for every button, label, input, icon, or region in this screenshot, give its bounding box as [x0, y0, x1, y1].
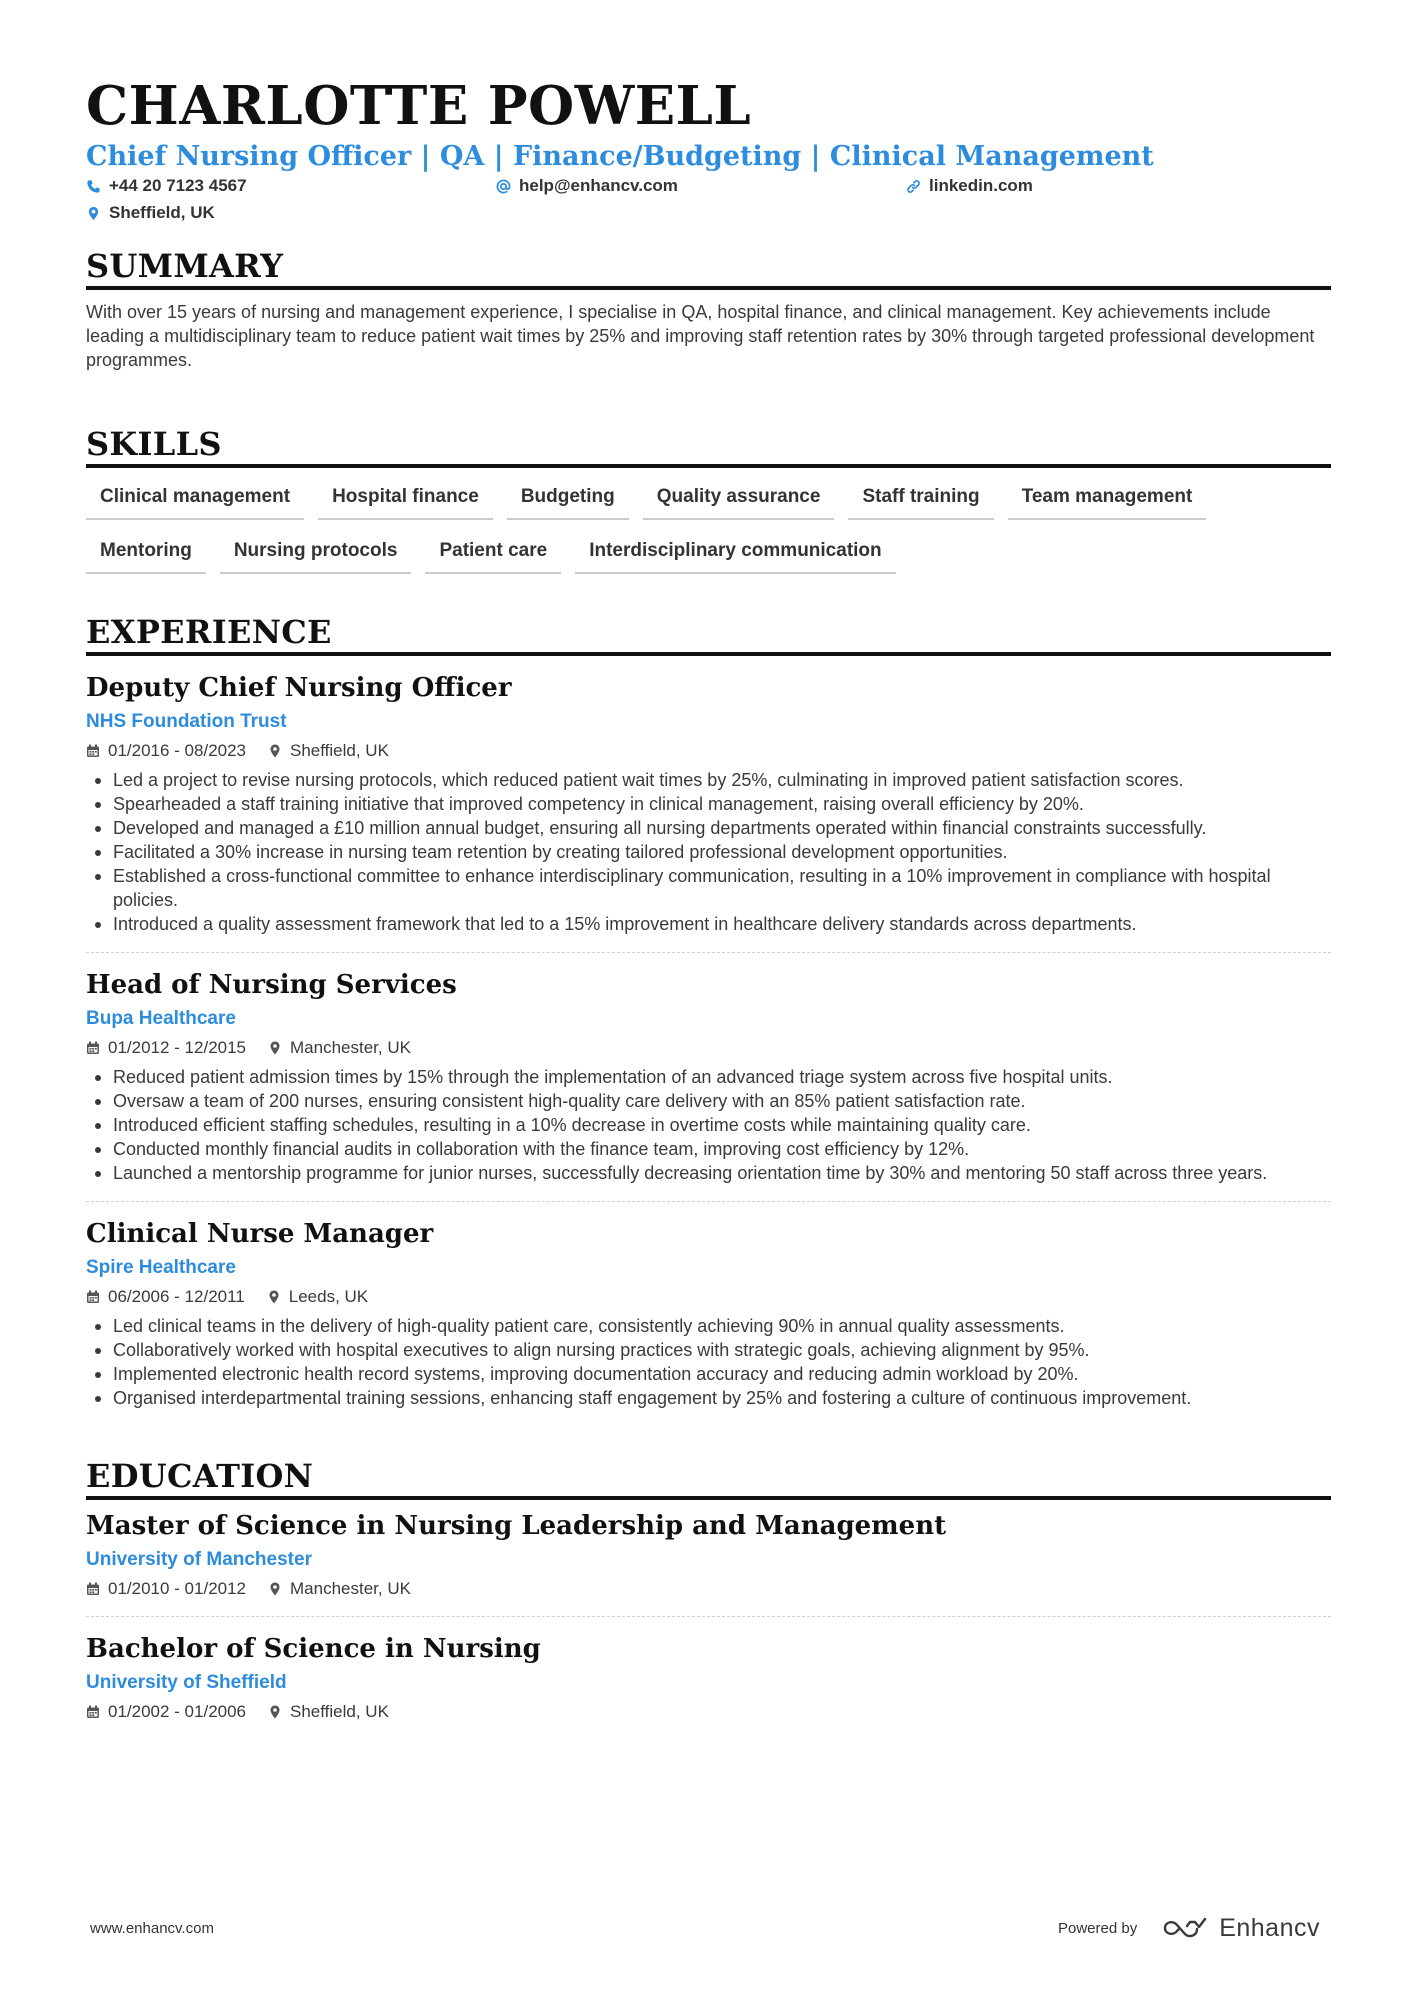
achievements-list [86, 768, 1331, 936]
skill-tag: Patient care [425, 540, 561, 574]
job-location [268, 740, 389, 762]
job-dates [86, 740, 246, 762]
job-title: Deputy Chief Nursing Officer [86, 673, 512, 703]
at-icon [496, 179, 511, 194]
candidate-name: CHARLOTTE POWELL [86, 75, 752, 137]
job-location-text: Sheffield, UK [290, 741, 389, 760]
achievement-item: Facilitated a 30% increase in nursing team retention by creating tailored professional development opportunities. [86, 840, 1331, 864]
skill-tag: Interdisciplinary communication [575, 540, 895, 574]
skill-tag: Hospital finance [318, 486, 493, 520]
link-icon [906, 179, 921, 194]
summary-section [86, 246, 1331, 372]
education-location-text: Manchester, UK [290, 1579, 411, 1598]
achievements-list [86, 1065, 1331, 1185]
company-name: NHS Foundation Trust [86, 711, 287, 732]
achievement-item: Led a project to revise nursing protocols, which reduced patient wait times by 25%, culminating in improved patient satisfaction scores. [86, 768, 1331, 792]
brand-name: Enhancv [1219, 1913, 1320, 1942]
location-pin-icon [268, 1705, 282, 1719]
job-location [268, 1037, 411, 1059]
location-pin-icon [268, 744, 282, 758]
school-name: University of Manchester [86, 1549, 312, 1570]
powered-by-label: Powered by [1057, 1919, 1138, 1937]
location-pin-icon [267, 1290, 281, 1304]
degree-title: Master of Science in Nursing Leadership and Management [86, 1511, 947, 1541]
job-dates [86, 1286, 245, 1308]
calendar-icon [86, 1290, 100, 1304]
company-name: Bupa Healthcare [86, 1008, 236, 1029]
job-meta [86, 1286, 1331, 1308]
achievement-item: Led clinical teams in the delivery of high-quality patient care, consistently achieving 90% in annual quality assessments. [86, 1314, 1331, 1338]
achievement-item: Implemented electronic health record systems, improving documentation accuracy and reducing admin workload by 20%. [86, 1362, 1331, 1386]
education-entry [86, 1510, 1331, 1617]
calendar-icon [86, 1705, 100, 1719]
enhancv-logo-icon [1161, 1916, 1209, 1940]
location-pin-icon [268, 1041, 282, 1055]
education-location [268, 1578, 411, 1600]
job-location-text: Leeds, UK [288, 1287, 369, 1306]
phone-icon [86, 179, 101, 194]
skill-tag: Team management [1008, 486, 1207, 520]
contact-location [86, 203, 215, 223]
skill-tag: Quality assurance [643, 486, 835, 520]
job-dates-text: 01/2012 - 12/2015 [108, 1038, 247, 1057]
achievement-item: Organised interdepartmental training sessions, enhancing staff engagement by 25% and fostering a culture of continuous improvement. [86, 1386, 1331, 1410]
location-pin-icon [86, 206, 101, 221]
company-name: Spire Healthcare [86, 1257, 236, 1278]
candidate-headline: Chief Nursing Officer | QA | Finance/Budgeting | Clinical Management [86, 141, 1154, 172]
calendar-icon [86, 744, 100, 758]
powered-by [1058, 1914, 1320, 1943]
experience-title: EXPERIENCE [86, 612, 1331, 656]
calendar-icon [86, 1582, 100, 1596]
job-meta [86, 740, 1331, 762]
job-title: Head of Nursing Services [86, 970, 457, 1000]
summary-text: With over 15 years of nursing and management experience, I specialise in QA, hospital finance, and clinical management. Key achievements include leading a multidisciplinary team to reduce patient wait times by 25% and improving staff retention rates by 30% through targeted professional development programmes. [86, 302, 1315, 370]
achievement-item: Introduced a quality assessment framework that led to a 15% improvement in healthcare delivery standards across departments. [86, 912, 1331, 936]
achievement-item: Introduced efficient staffing schedules, resulting in a 10% decrease in overtime costs while maintaining quality care. [86, 1113, 1331, 1137]
experience-entry [86, 1218, 1331, 1426]
summary-title: SUMMARY [86, 246, 1331, 290]
footer-url[interactable]: www.enhancv.com [90, 1919, 214, 1937]
achievement-item: Established a cross-functional committee to enhance interdisciplinary communication, resulting in a 10% improvement in compliance with hospital policies. [86, 864, 1331, 912]
education-dates [86, 1578, 246, 1600]
calendar-icon [86, 1041, 100, 1055]
skill-tag: Mentoring [86, 540, 206, 574]
experience-entry [86, 672, 1331, 953]
resume-header [86, 76, 1331, 232]
job-dates-text: 01/2016 - 08/2023 [108, 741, 247, 760]
education-dates-text: 01/2010 - 01/2012 [108, 1579, 247, 1598]
experience-section [86, 612, 1331, 1426]
resume-page [86, 76, 1331, 1739]
achievement-item: Spearheaded a staff training initiative that improved competency in clinical management, raising overall efficiency by 20%. [86, 792, 1331, 816]
education-title: EDUCATION [86, 1456, 1331, 1500]
skill-tag: Staff training [848, 486, 993, 520]
contact-phone [86, 176, 247, 196]
job-dates [86, 1037, 246, 1059]
job-location-text: Manchester, UK [290, 1038, 411, 1057]
education-dates-text: 01/2002 - 01/2006 [108, 1702, 247, 1721]
email-text[interactable]: help@enhancv.com [519, 176, 678, 195]
page-footer [90, 1908, 1320, 1948]
brand-logo[interactable] [1161, 1914, 1320, 1943]
skills-section [86, 424, 1331, 574]
skills-title: SKILLS [86, 424, 1331, 468]
job-dates-text: 06/2006 - 12/2011 [108, 1287, 245, 1306]
achievement-item: Oversaw a team of 200 nurses, ensuring consistent high-quality care delivery with an 85% patient satisfaction rate. [86, 1089, 1331, 1113]
job-meta [86, 1037, 1331, 1059]
skill-tag: Clinical management [86, 486, 304, 520]
education-location [268, 1701, 389, 1723]
achievements-list [86, 1314, 1331, 1410]
education-location-text: Sheffield, UK [290, 1702, 389, 1721]
achievement-item: Developed and managed a £10 million annual budget, ensuring all nursing departments operated within financial constraints successfully. [86, 816, 1331, 840]
education-dates [86, 1701, 246, 1723]
skills-list [86, 486, 1331, 574]
skill-tag: Nursing protocols [220, 540, 412, 574]
contact-info [86, 176, 1331, 232]
achievement-item: Reduced patient admission times by 15% through the implementation of an advanced triage system across five hospital units. [86, 1065, 1331, 1089]
linkedin-text[interactable]: linkedin.com [929, 176, 1033, 195]
education-entry [86, 1633, 1331, 1739]
location-text: Sheffield, UK [109, 203, 215, 222]
phone-text: +44 20 7123 4567 [109, 176, 247, 195]
school-name: University of Sheffield [86, 1672, 287, 1693]
achievement-item: Collaboratively worked with hospital executives to align nursing practices with strategic goals, achieving alignment by 95%. [86, 1338, 1331, 1362]
achievement-item: Launched a mentorship programme for junior nurses, successfully decreasing orientation time by 30% and mentoring 50 staff across three years. [86, 1161, 1331, 1185]
job-location [267, 1286, 368, 1308]
skill-tag: Budgeting [507, 486, 629, 520]
education-meta [86, 1578, 1331, 1600]
location-pin-icon [268, 1582, 282, 1596]
degree-title: Bachelor of Science in Nursing [86, 1634, 541, 1664]
experience-entry [86, 969, 1331, 1202]
education-meta [86, 1701, 1331, 1723]
contact-linkedin[interactable] [906, 176, 1033, 196]
job-title: Clinical Nurse Manager [86, 1219, 434, 1249]
contact-email[interactable] [496, 176, 678, 196]
achievement-item: Conducted monthly financial audits in collaboration with the finance team, improving cost efficiency by 12%. [86, 1137, 1331, 1161]
education-section [86, 1456, 1331, 1739]
